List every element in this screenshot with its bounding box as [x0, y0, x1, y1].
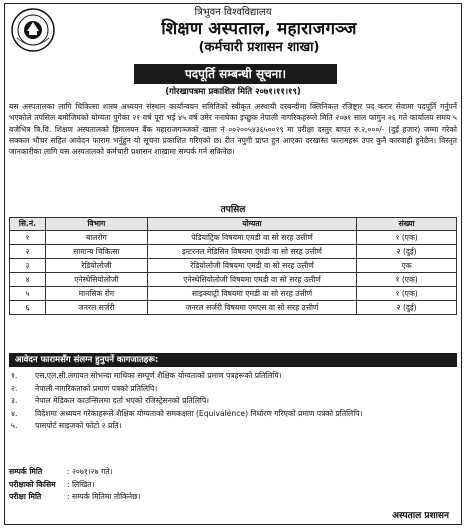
list-item-number: ३. — [11, 396, 18, 405]
exam-type-label: परीक्षाको किसिम — [9, 479, 56, 489]
cell-qualification: पेडियाट्रिक विषयमा एमडी वा सो सरह उत्तीर्ण — [147, 231, 356, 245]
cell-sn: ५ — [10, 287, 46, 301]
exam-date-label: परीक्षा मिति — [9, 492, 42, 501]
cell-sn: २ — [10, 245, 46, 259]
documents-header: आवेदन फारामसँग संलग्न हुनुपर्ने कागजातहरू: — [9, 353, 457, 367]
list-item-text: विदेशमा अध्ययन गरेकाहरूले शैक्षिक योग्यताको समकक्षता (Equivalence) निर्धारण गरिएको प्रमाण पत्रको प्रतिलिपि। — [35, 408, 363, 418]
list-item-number: १. — [11, 371, 18, 380]
list-item-number: ४. — [11, 408, 18, 418]
cell-sn: ३ — [10, 259, 46, 273]
exam-date-row — [9, 491, 455, 503]
cell-qualification: जनरल सर्जरी विषयमा एमएस वा सो सरह उत्तीर्ण — [147, 301, 356, 315]
cell-department: जनरल सर्जरी — [45, 301, 147, 315]
cell-department: मानसिक रोग — [45, 287, 147, 301]
list-item — [9, 408, 455, 420]
contact-date-value: : २०७१।२७ गते। — [67, 467, 113, 476]
university-name: त्रिभुवन विश्वविद्यालय — [194, 7, 272, 18]
list-item-number: २. — [11, 383, 18, 393]
header-count: संख्या — [357, 218, 457, 231]
cell-qualification: इन्टरनल मेडिसिन विषयमा एमडी वा सो सरह उत्तीर्ण — [147, 245, 356, 259]
list-item — [9, 395, 455, 407]
cell-count: १ (एक) — [357, 231, 457, 245]
cell-sn: ६ — [10, 301, 46, 315]
header-department: विभाग — [45, 218, 147, 231]
cell-count: १ (एक) — [357, 273, 457, 287]
cell-count: १ (एक) — [357, 287, 457, 301]
exam-type-value: : लिखित। — [67, 479, 95, 489]
cell-count: २ (दुई) — [357, 301, 457, 315]
header-qualification: योग्यता — [147, 218, 356, 231]
cell-sn: ४ — [10, 273, 46, 287]
section-name: (कर्मचारी प्रशासन शाखा) — [198, 40, 320, 55]
publication-date: (गोरखापत्रमा प्रकाशित मिति २०७१।११।१९) — [165, 87, 301, 97]
notice-title: पदपूर्ति सम्बन्धी सूचना। — [134, 64, 337, 84]
contact-date-row — [9, 466, 455, 478]
list-item-text: नेपाल मेडिकल काउन्सिलमा दर्ता भएको रजिस्ट्रेसनको प्रतिलिपि। — [35, 396, 210, 405]
table-row — [10, 273, 457, 287]
hospital-name: शिक्षण अस्पताल, महाराजगञ्ज — [161, 19, 357, 39]
list-item-text: पासपोर्ट साइजको फोटो २ प्रति। — [35, 421, 122, 430]
cell-department: सामान्य चिकित्सा — [45, 245, 147, 259]
positions-table — [9, 217, 457, 315]
documents-list — [9, 370, 455, 433]
table-row — [10, 231, 457, 245]
table-row — [10, 259, 457, 273]
table-row — [10, 287, 457, 301]
table-row — [10, 245, 457, 259]
contact-date-label: सम्पर्क मिति — [9, 467, 43, 476]
list-item — [9, 383, 455, 395]
cell-count: २ (दुई) — [357, 245, 457, 259]
exam-details — [9, 466, 455, 504]
cell-department: रेडियोलोजी — [45, 259, 147, 273]
notice-body: यस अस्पतालका लागि चिकित्सा शास्त्र अध्ययन संस्थान कार्यान्वयन समितिको स्वीकृत अस्थायी दरबन्दीमा क्लिनिकल रजिष्ट्रार पद करार सेवामा पदपूर्ति गर्नुपर्ने भएकोले तपसिल बमोजिमको योग्यता पुगेका २१ वर्ष पूरा भई ४५ वर्ष उमेर ननाघेका इच्छुक नेपाली नागरिकहरूले मिति २०७१ साल फागुन २६ गते कार्यालय समय ५ बजेभित्र त्रि.वि. शिक्षण अस्पतालको हिमालयन बैंक महाराजगञ्जको खाता नं ००२००५४३६५००१९ मा परीक्षा दस्तुर बापत रु.२,०००/- (दुई हजार) जम्मा गरेको सक्कल भौचर सहित आवेदन फाराम भर्नुहुन यो सूचना प्रकाशित गरिएको छ। रीत नपुगी प्राप्त हुन आएका दरखास्त फारामहरू उपर कुनै कारवाही हुनेछैन। विस्तृत जानकारीका लागि यस अस्पतालको कर्मचारी प्रशासन शाखामा सम्पर्क गर्न सकिनेछ। — [9, 102, 457, 157]
annex-title: तपसिल — [220, 205, 246, 215]
list-item — [9, 370, 455, 382]
list-item-number: ५. — [11, 421, 18, 430]
exam-date-value: : सम्पर्क मितिमा तोकिनेछ। — [67, 492, 141, 501]
cell-qualification: रेडियोलोजी विषयमा एमडी वा सो सरह उत्तीर्ण — [147, 259, 356, 273]
cell-qualification: एनेस्थेसियोलोजी विषयमा एमडी वा सो सरह उत्तीर्ण — [147, 273, 356, 287]
header-sn: सि.नं. — [10, 218, 46, 231]
cell-count: एक — [357, 259, 457, 273]
signature: अस्पताल प्रशासन — [392, 511, 449, 521]
table-header-row — [10, 218, 457, 231]
cell-department: एनेस्थेसियोलोजी — [45, 273, 147, 287]
cell-qualification: साइक्याट्री विषयमा एमडी वा सो सरह उत्तीर्ण — [147, 287, 356, 301]
cell-department: बालरोग — [45, 231, 147, 245]
notice-page — [4, 3, 462, 525]
exam-type-row — [9, 479, 455, 491]
list-item-text: नेपाली नागरिकताको प्रमाण पत्रको प्रतिलिपि। — [35, 383, 158, 393]
cell-sn: १ — [10, 231, 46, 245]
list-item-text: एस.एल.सी.लगायत सोभन्दा माथिका सम्पूर्ण शैक्षिक योग्यताको प्रमाण पत्रहरूको प्रतिलिपि। — [35, 371, 282, 380]
list-item — [9, 420, 455, 432]
table-row — [10, 301, 457, 315]
